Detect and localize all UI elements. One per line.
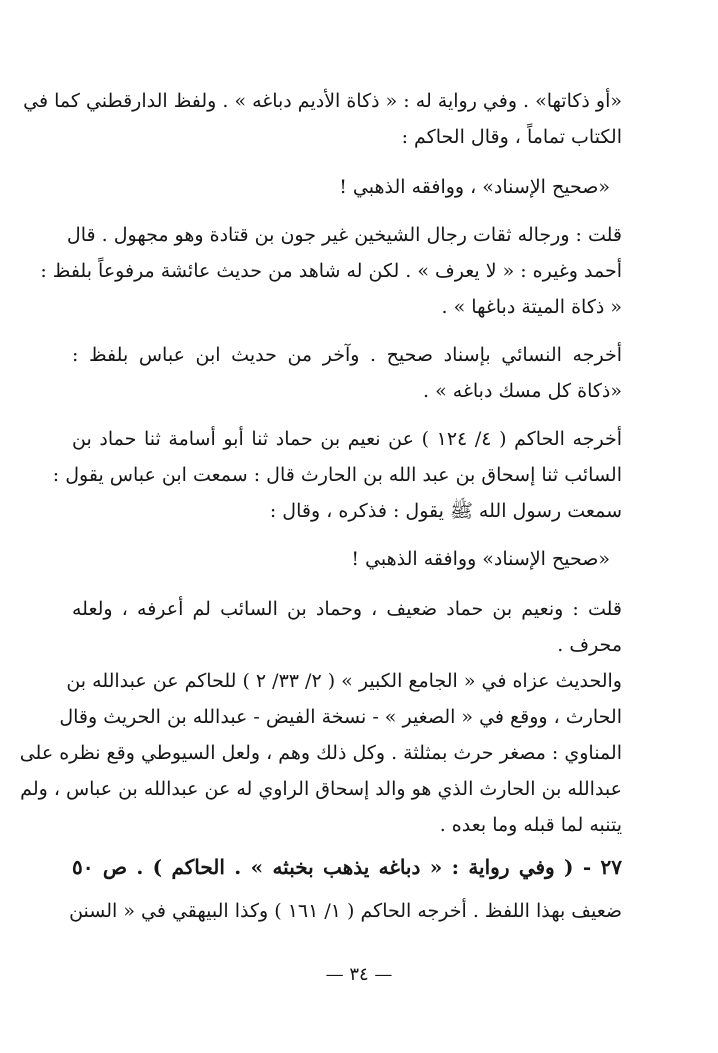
text-line: محرف . [557,634,622,656]
text-line: المناوي : مصغر حرث بمثلثة . وكل ذلك وهم ، ولعل السيوطي وقع نظره على [19,742,622,764]
text-line: أخرجه النسائي بإسناد صحيح . وآخر من حديث ابن عباس بلفظ : [72,344,622,366]
text-line: الحارث ، ووقع في « الصغير » - نسخة الفيض - عبدالله بن الحريث وقال [59,706,622,728]
text-line: « ذكاة الميتة دباغها » . [441,296,622,318]
page-number: — ٣٤ — [325,964,393,985]
text-line: قلت : ونعيم بن حماد ضعيف ، وحماد بن السائب لم أعرفه ، ولعله [72,598,622,620]
quote-line: «صحيح الإسناد» ووافقه الذهبي ! [351,548,610,570]
text-line: سمعت رسول الله ﷺ يقول : فذكره ، وقال : [269,500,622,522]
text-line: قلت : ورجاله ثقات رجال الشيخين غير جون بن قتادة وهو مجهول . قال [66,224,622,246]
text-line: السائب ثنا إسحاق بن عبد الله بن الحارث قال : سمعت ابن عباس يقول : [52,464,622,486]
text-line: أحمد وغيره : « لا يعرف » . لكن له شاهد من حديث عائشة مرفوعاً بلفظ : [40,260,622,282]
heading-line: ٢٧ - ( وفي رواية : « دباغه يذهب بخبثه » . الحاكم ) . ص ٥٠ [72,855,622,879]
text-line: أخرجه الحاكم ( ٤/ ١٢٤ ) عن نعيم بن حماد ثنا أبو أسامة ثنا حماد بن [72,428,622,450]
text-line: والحديث عزاه في « الجامع الكبير » ( ٢/ ٣٣/ ٢ ) للحاكم عن عبدالله بن [66,670,622,692]
text-line: «أو ذكاتها» . وفي رواية له : « ذكاة الأديم دباغه » . ولفظ الدارقطني كما في [23,90,622,112]
text-line: ضعيف بهذا اللفظ . أخرجه الحاكم ( ١/ ١٦١ ) وكذا البيهقي في « السنن [69,900,622,922]
text-line: عبدالله بن الحارث الذي هو والد إسحاق الراوي له عن عبدالله بن عباس ، ولم [20,778,622,800]
text-line: يتنبه لما قبله وما بعده . [439,814,622,836]
quote-line: «صحيح الإسناد» ، ووافقه الذهبي ! [339,176,610,198]
text-line: الكتاب تماماً ، وقال الحاكم : [401,126,622,148]
text-line: «ذكاة كل مسك دباغه » . [423,380,622,402]
